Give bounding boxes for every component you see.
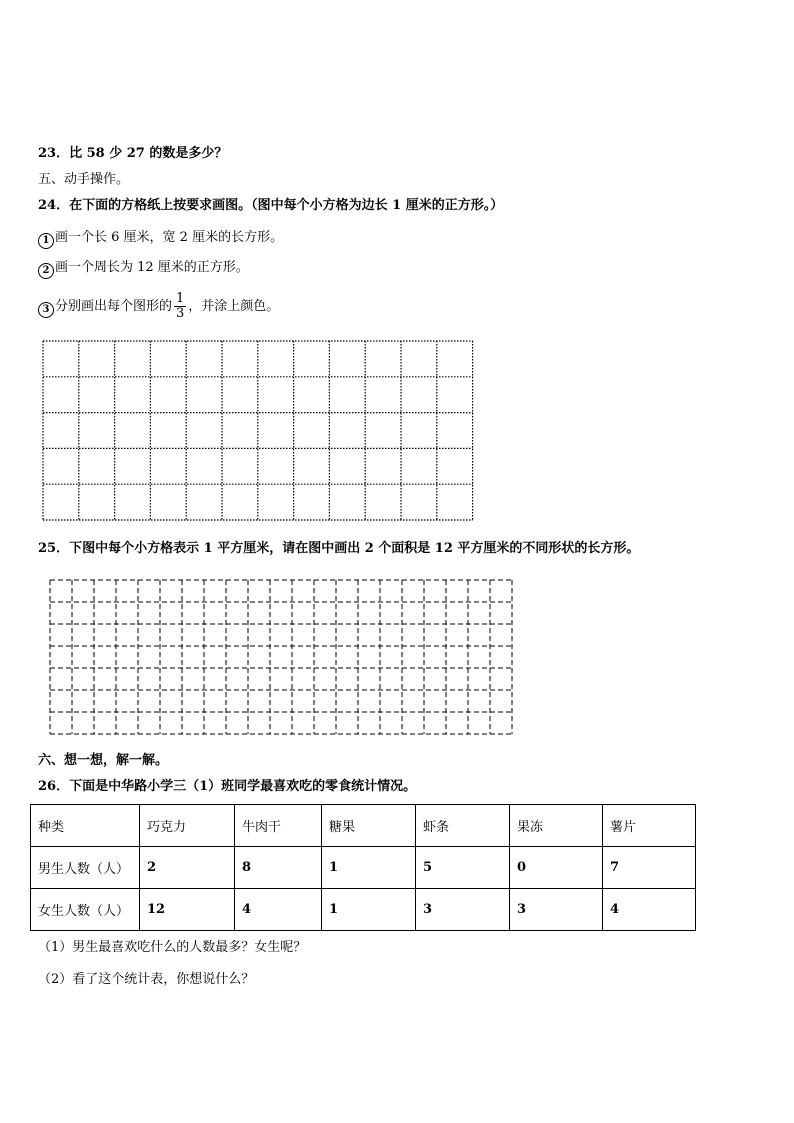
table-row-label: 女生人数（人） xyxy=(31,889,140,931)
snack-statistics-table xyxy=(30,804,696,931)
circled-number-2: 2 xyxy=(38,263,54,279)
q24-item-3-text-before: 分别画出每个图形的 xyxy=(55,299,173,314)
q24-item-3 xyxy=(38,290,279,324)
question-24: 24．在下面的方格纸上按要求画图。（图中每个小方格为边长 1 厘米的正方形。） xyxy=(38,198,504,213)
table-header-cell: 巧克力 xyxy=(140,805,235,847)
question-26: 26．下面是中华路小学三（1）班同学最喜欢吃的零食统计情况。 xyxy=(38,779,417,794)
q26-sub-question-2: （2）看了这个统计表，你想说什么？ xyxy=(38,972,255,987)
table-header-cell: 牛肉干 xyxy=(235,805,322,847)
table-cell: 8 xyxy=(235,847,322,889)
fraction-denominator: 3 xyxy=(176,306,185,321)
table-cell: 3 xyxy=(416,889,510,931)
q24-item-3-text-after: ，并涂上颜色。 xyxy=(188,299,280,314)
table-cell: 3 xyxy=(510,889,603,931)
table-cell: 1 xyxy=(322,889,416,931)
table-header-cell: 虾条 xyxy=(416,805,510,847)
table-row xyxy=(31,889,696,931)
table-header-cell: 种类 xyxy=(31,805,140,847)
table-cell: 0 xyxy=(510,847,603,889)
table-header-cell: 果冻 xyxy=(510,805,603,847)
circled-number-3: 3 xyxy=(38,302,54,318)
q24-item-2 xyxy=(38,260,249,279)
table-cell: 1 xyxy=(322,847,416,889)
section-6-heading: 六、想一想，解一解。 xyxy=(38,753,169,768)
q24-item-2-text: 画一个周长为 12 厘米的正方形。 xyxy=(55,260,249,275)
fraction-one-third xyxy=(174,292,186,321)
table-header-cell: 糖果 xyxy=(322,805,416,847)
table-row xyxy=(31,847,696,889)
table-header-row xyxy=(31,805,696,847)
square-grid-24[interactable] xyxy=(40,338,476,524)
table-row-label: 男生人数（人） xyxy=(31,847,140,889)
table-header-cell: 薯片 xyxy=(603,805,696,847)
fraction-numerator: 1 xyxy=(176,291,185,306)
table-cell: 4 xyxy=(603,889,696,931)
question-25: 25．下图中每个小方格表示 1 平方厘米，请在图中画出 2 个面积是 12 平方厘米的不同形状的长方形。 xyxy=(38,541,640,556)
question-23: 23．比 58 少 27 的数是多少？ xyxy=(38,146,228,161)
table-cell: 5 xyxy=(416,847,510,889)
square-grid-25[interactable] xyxy=(48,578,516,738)
table-cell: 7 xyxy=(603,847,696,889)
q24-item-1-text: 画一个长 6 厘米，宽 2 厘米的长方形。 xyxy=(55,230,284,245)
table-cell: 12 xyxy=(140,889,235,931)
table-cell: 4 xyxy=(235,889,322,931)
q24-item-1 xyxy=(38,230,283,249)
section-5-heading: 五、动手操作。 xyxy=(38,172,130,187)
circled-number-1: 1 xyxy=(38,233,54,249)
table-cell: 2 xyxy=(140,847,235,889)
q26-sub-question-1: （1）男生最喜欢吃什么的人数最多？女生呢？ xyxy=(38,940,307,955)
